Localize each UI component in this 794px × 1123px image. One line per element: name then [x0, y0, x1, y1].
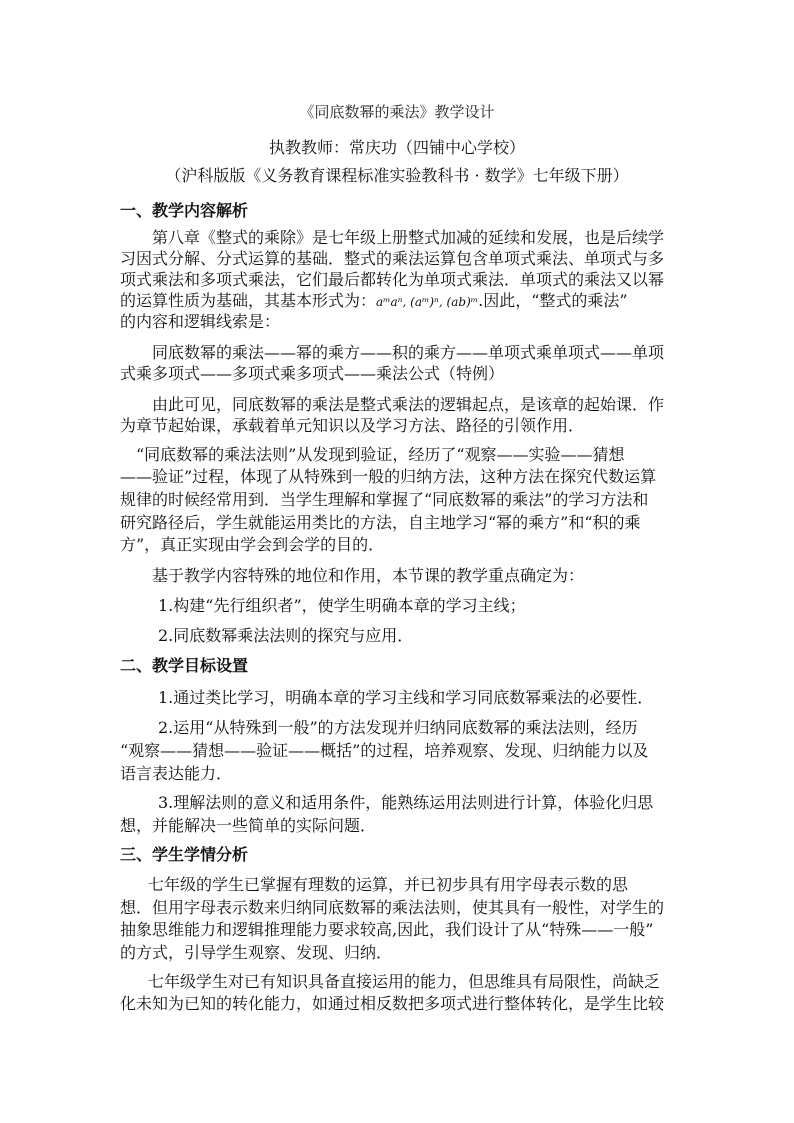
paragraph-line: 想．但用字母表示数来归纳同底数幂的乘法法则，使其具有一般性，对学生的 — [120, 898, 665, 917]
paragraph-line: 的方式，引导学生观察、发现、归纳． — [120, 943, 393, 962]
paragraph-line: 方”，真正实现由学会到会学的目的． — [120, 535, 385, 554]
section-heading-objectives: 二、教学目标设置 — [120, 656, 249, 675]
list-item: 2.运用“从特殊到一般”的方法发现并归纳同底数幂的乘法法则，经历 — [158, 718, 638, 737]
list-item: 1.构建“先行组织者”，使学生明确本章的学习主线； — [158, 596, 526, 615]
paragraph-line: 七年级的学生已掌握有理数的运算，并已初步具有用字母表示数的思 — [148, 875, 629, 894]
teacher-info: 执教教师：常庆功（四铺中心学校） — [268, 138, 525, 157]
paragraph-line: 七年级学生对已有知识具备直接运用的能力，但思维具有局限性，尚缺乏 — [148, 972, 661, 991]
paragraph-line: 同底数幂的乘法——幂的乘方——积的乘方——单项式乘单项式——单项 — [152, 343, 665, 362]
paragraph-line: 习因式分解、分式运算的基础．整式的乘法运算包含单项式乘法、单项式与多 — [120, 249, 665, 268]
paragraph-line-with-formula — [120, 293, 628, 309]
document-title: 《同底数幂的乘法》教学设计 — [299, 103, 495, 121]
paragraph-line: 想，并能解决一些简单的实际问题． — [120, 816, 377, 835]
paragraph-line: 规律的时候经常用到．当学生理解和掌握了“同底数幂的乘法”的学习方法和 — [120, 490, 649, 509]
power-formula: aᵐaⁿ, (aᵐ)ⁿ, (ab)ᵐ — [376, 295, 479, 309]
paragraph-line: 项式乘法和多项式乘法，它们最后都转化为单项式乘法．单项式的乘法又以幂 — [120, 270, 665, 289]
paragraph-line: 语言表达能力． — [120, 764, 233, 783]
list-item: 2.同底数幂乘法法则的探究与应用． — [158, 626, 414, 645]
paragraph-line: 为章节起始课，承载着单元知识以及学习方法、路径的引领作用． — [120, 416, 585, 435]
paragraph-line: ——验证”过程，体现了从特殊到一般的归纳方法，这种方法在探究代数运算 — [120, 467, 657, 486]
edition-info: （沪科版版《义务教育课程标准实验教科书 · 数学》七年级下册） — [165, 166, 629, 185]
section-heading-content-analysis: 一、教学内容解析 — [120, 201, 249, 220]
paragraph-line: 研究路径后，学生就能运用类比的方法，自主地学习“幂的乘方”和“积的乘 — [120, 513, 641, 532]
paragraph-text: 的运算性质为基础，其基本形式为： — [120, 291, 377, 310]
paragraph-line: 由此可见，同底数幂的乘法是整式乘法的逻辑起点，是该章的起始课．作 — [152, 395, 665, 414]
paragraph-text: .因此，“整式的乘法” — [478, 291, 628, 310]
section-heading-student-analysis: 三、学生学情分析 — [120, 845, 249, 864]
paragraph-line: 基于教学内容特殊的地位和作用，本节课的教学重点确定为： — [152, 566, 585, 585]
paragraph-line: 第八章《整式的乘除》是七年级上册整式加减的延续和发展，也是后续学 — [152, 228, 665, 247]
paragraph-line: 式乘多项式——多项式乘多项式——乘法公式（特例） — [120, 364, 505, 383]
paragraph-line: “观察——猜想——验证——概括”的过程，培养观察、发现、归纳能力以及 — [120, 741, 649, 760]
list-item: 3.理解法则的意义和适用条件，能熟练运用法则进行计算，体验化归思 — [158, 793, 654, 812]
paragraph-line: “同底数幂的乘法法则”从发现到验证，经历了“观察——实验——猜想 — [136, 445, 625, 464]
paragraph-line: 抽象思维能力和逻辑推理能力要求较高,因此，我们设计了从“特殊——一般” — [120, 920, 654, 939]
list-item: 1.通过类比学习，明确本章的学习主线和学习同底数幂乘法的必要性． — [158, 688, 654, 707]
paragraph-line: 化未知为已知的转化能力，如通过相反数把多项式进行整体转化，是学生比较 — [120, 994, 665, 1013]
paragraph-line: 的内容和逻辑线索是： — [120, 312, 281, 331]
